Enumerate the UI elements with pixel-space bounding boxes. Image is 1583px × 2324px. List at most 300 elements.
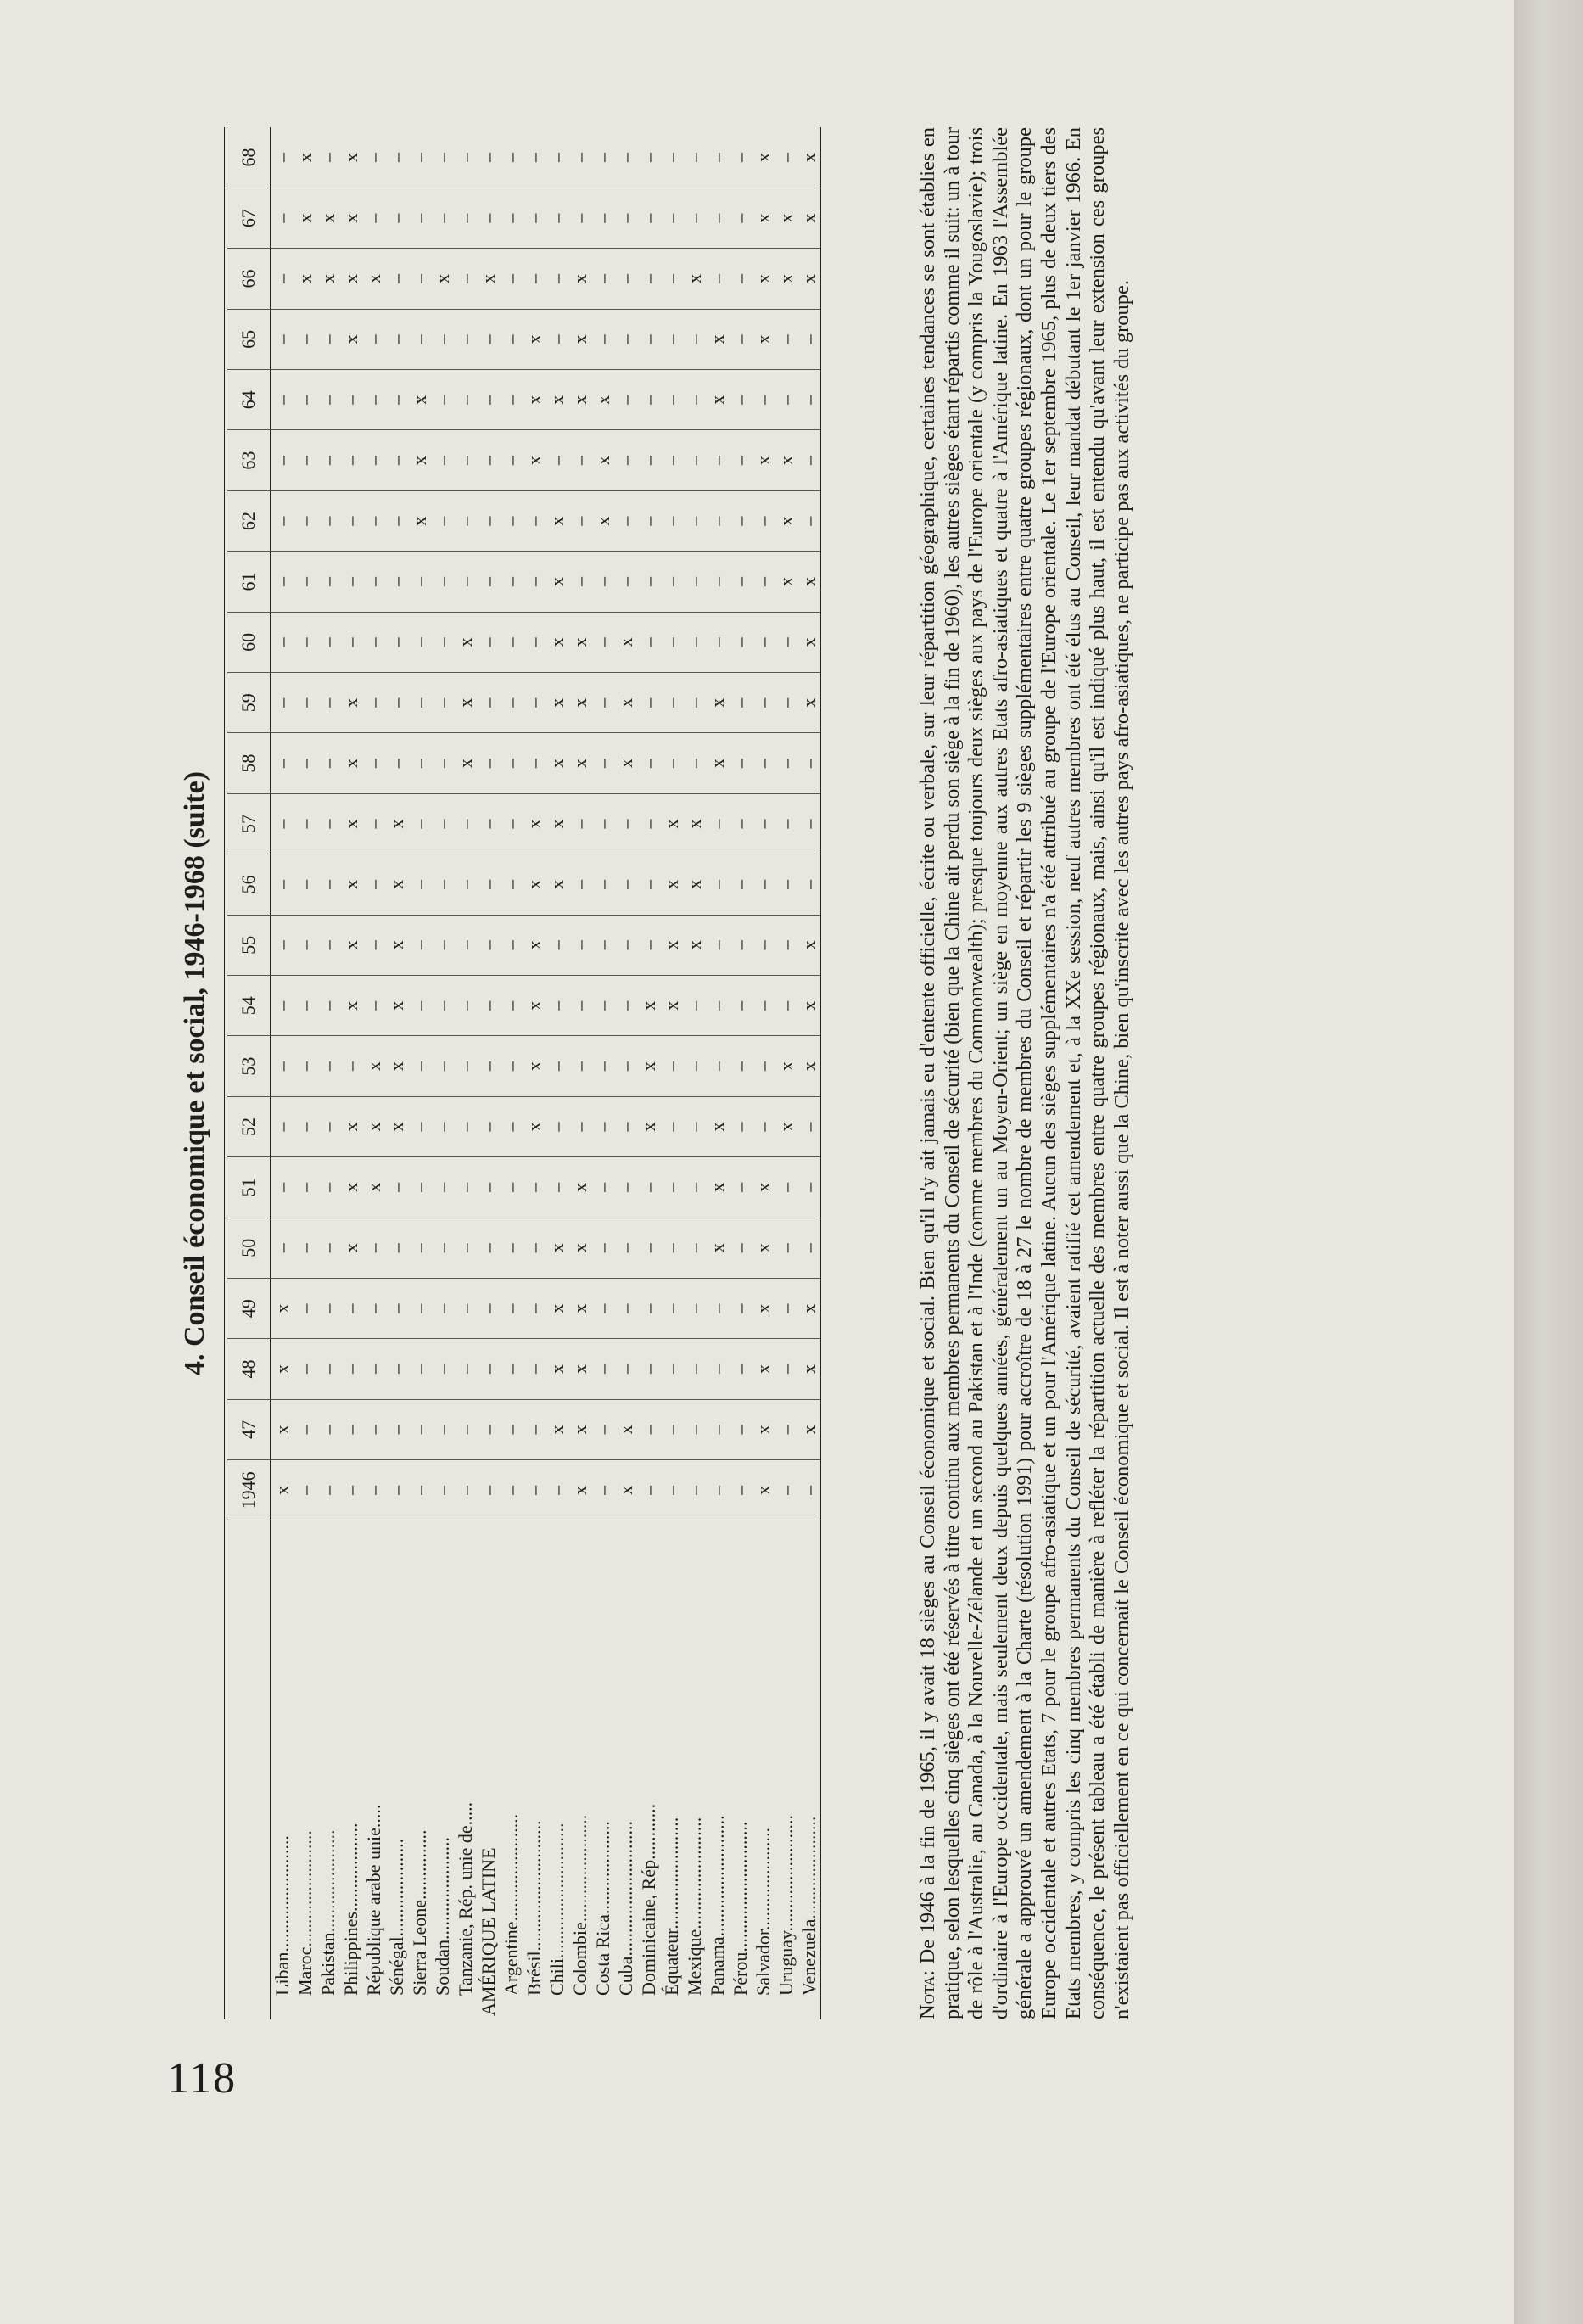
table-row (545, 127, 568, 2019)
membership-mark: x (660, 915, 683, 975)
membership-mark: – (797, 370, 821, 430)
membership-mark: – (477, 915, 500, 975)
membership-mark: – (660, 309, 683, 369)
membership-mark: – (591, 1278, 614, 1338)
membership-mark: – (294, 1036, 316, 1096)
membership-mark: – (316, 1036, 339, 1096)
membership-mark: – (431, 854, 454, 915)
membership-mark: x (523, 1036, 545, 1096)
membership-mark: – (500, 552, 523, 612)
membership-mark: – (271, 915, 294, 975)
page-number: 118 (167, 2054, 238, 2103)
membership-mark: – (431, 673, 454, 733)
membership-mark: – (500, 854, 523, 915)
membership-mark: – (271, 733, 294, 793)
membership-mark: x (752, 1218, 775, 1278)
membership-mark: x (568, 1460, 591, 1520)
dot-leader: .......................... (707, 1815, 728, 1937)
membership-mark: – (683, 733, 706, 793)
membership-mark: – (797, 1157, 821, 1218)
membership-mark: – (408, 612, 431, 672)
membership-mark: – (431, 793, 454, 854)
membership-mark: – (775, 915, 797, 975)
membership-mark: x (706, 1096, 729, 1156)
country-name-text: Liban (271, 1952, 293, 1996)
membership-mark: – (545, 188, 568, 248)
membership-mark: x (706, 1218, 729, 1278)
membership-mark: – (362, 1339, 385, 1399)
membership-mark: – (591, 309, 614, 369)
year-header: 1946 (226, 1460, 271, 1520)
year-header: 50 (226, 1218, 271, 1278)
membership-mark: – (362, 975, 385, 1035)
dot-leader: ......................... (775, 1814, 797, 1932)
membership-mark: – (545, 249, 568, 309)
membership-mark: – (637, 1399, 660, 1459)
country-name-text: Costa Rica (592, 1914, 613, 1996)
membership-mark: – (385, 370, 408, 430)
table-row (454, 127, 477, 2019)
membership-mark: – (294, 552, 316, 612)
membership-mark: – (568, 188, 591, 248)
membership-mark: – (362, 1218, 385, 1278)
table-row (362, 127, 385, 2019)
membership-mark: – (775, 370, 797, 430)
membership-mark: – (637, 127, 660, 188)
membership-mark: – (729, 793, 752, 854)
membership-mark: x (568, 1218, 591, 1278)
country-name (706, 1520, 729, 2019)
membership-mark: x (775, 552, 797, 612)
membership-mark: – (294, 854, 316, 915)
table-row (500, 127, 523, 2019)
membership-mark: – (316, 854, 339, 915)
membership-mark: – (729, 673, 752, 733)
membership-mark: – (408, 552, 431, 612)
membership-mark: – (500, 490, 523, 551)
membership-mark: – (385, 249, 408, 309)
dot-leader: ....................... (569, 1814, 590, 1923)
membership-mark: – (683, 188, 706, 248)
membership-mark: – (316, 309, 339, 369)
membership-mark: x (339, 975, 362, 1035)
membership-mark: – (294, 1218, 316, 1278)
membership-mark: – (683, 612, 706, 672)
membership-mark: x (454, 733, 477, 793)
membership-mark: x (706, 1157, 729, 1218)
membership-mark: – (568, 552, 591, 612)
membership-mark: x (775, 490, 797, 551)
membership-mark: x (683, 249, 706, 309)
membership-mark: – (316, 552, 339, 612)
membership-mark: – (339, 370, 362, 430)
membership-mark: – (591, 127, 614, 188)
region-group-label (477, 1520, 500, 2019)
year-header: 63 (226, 430, 271, 490)
membership-mark: – (637, 854, 660, 915)
membership-mark: – (706, 1278, 729, 1338)
membership-mark: – (706, 1036, 729, 1096)
membership-mark: – (523, 552, 545, 612)
membership-mark: x (568, 733, 591, 793)
membership-mark: – (431, 1399, 454, 1459)
membership-mark: – (385, 733, 408, 793)
membership-mark: – (706, 490, 729, 551)
membership-mark: x (775, 1036, 797, 1096)
membership-mark: – (591, 1036, 614, 1096)
membership-mark: – (385, 309, 408, 369)
membership-mark: – (614, 793, 637, 854)
membership-mark: x (271, 1399, 294, 1459)
membership-mark: x (614, 673, 637, 733)
year-header: 52 (226, 1096, 271, 1156)
country-name-text: Panama (707, 1936, 728, 1996)
membership-mark: x (614, 733, 637, 793)
membership-mark: x (568, 1399, 591, 1459)
membership-mark: – (729, 188, 752, 248)
membership-mark: – (752, 1036, 775, 1096)
membership-mark: – (614, 915, 637, 975)
membership-mark: – (523, 1278, 545, 1338)
page-edge (1514, 0, 1583, 2324)
membership-mark: – (500, 733, 523, 793)
footnote-text: : De 1946 à la fin de 1965, il y avait 18 sièges au Conseil économique et social. Bien qu'il n'y ait jamais eu d'entente officielle, écrite ou verbale, sur leur répartition géographique, certaines tendances se sont établies en pratique, selon lesquelles cinq sièges ont été réservés à titre continu aux membres permanents du Conseil de sécurité (bien que la Chine ait perdu son siège à la fin de 1960), les autres sièges étant répartis comme il suit: un à tour de rôle à l'Australie, au Canada, à la Nouvelle-Zélande et un second au Pakistan et à l'Inde (comme membres du Commonwealth); presque toujours deux sièges aux pays de l'Europe orientale (y compris la Yougoslavie); trois d'ordinaire à l'Europe occidentale, mais seulement deux depuis quelques années, généralement un au Moyen-Orient; un siège en moyenne aux autres Etats afro-asiatiques et quatre à l'Amérique latine. En 1963 l'Assemblée générale a approuvé un amendement à la Charte (résolution 1991) pour accroître de 18 à 27 le nombre de membres du Conseil et répartir les 9 sièges supplémentaires entre quatre groupes régionaux, dont un pour le groupe Europe occidentale et autres Etats, 7 pour le groupe afro-asiatique et un pour l'Amérique latine. Aucun des sièges supplémentaires n'a été attribué au groupe de l'Europe orientale. Le 1er septembre 1965, plus de deux tiers des Etats membres, y compris les cinq membres permanents du Conseil de sécurité, avaient ratifié cet amendement et, à la XXe session, neuf autres membres ont été élus au Conseil, leur mandat débutant le 1er janvier 1966. En conséquence, le présent tableau a été établi de manière à refléter la répartition actuelle des membres entre quatre groupes régionaux, mais, ainsi qu'il est indiqué plus haut, il est entendu qu'avant leur extension ces groupes n'existaient pas officiellement en ce qui concernait le Conseil économique et social. Il est à noter aussi que la Chine, bien qu'inscrite avec les autres pays afro-asiatiques, ne participe pas aux activités du groupe. (916, 127, 1133, 2019)
country-name-text: Colombie (569, 1922, 590, 1996)
membership-mark: x (568, 1278, 591, 1338)
membership-mark: x (775, 430, 797, 490)
membership-mark: – (706, 552, 729, 612)
membership-mark: x (706, 370, 729, 430)
membership-mark: x (316, 249, 339, 309)
country-name-text: Mexique (684, 1929, 705, 1996)
membership-mark: – (706, 854, 729, 915)
membership-mark: – (477, 1157, 500, 1218)
membership-mark: – (545, 1036, 568, 1096)
table-row (797, 127, 821, 2019)
membership-mark: – (500, 975, 523, 1035)
membership-mark: x (683, 915, 706, 975)
country-name (637, 1520, 660, 2019)
membership-mark: – (408, 1157, 431, 1218)
membership-mark: – (729, 249, 752, 309)
membership-mark: – (637, 490, 660, 551)
country-name (454, 1520, 477, 2019)
membership-mark: – (454, 127, 477, 188)
table-row (775, 127, 797, 2019)
year-header: 68 (226, 127, 271, 188)
membership-mark: – (591, 1399, 614, 1459)
membership-mark: – (294, 1339, 316, 1399)
membership-mark: x (523, 915, 545, 975)
membership-mark: x (797, 1278, 821, 1338)
membership-mark: – (362, 552, 385, 612)
membership-mark: x (752, 1460, 775, 1520)
membership-mark: – (454, 1278, 477, 1338)
membership-mark: – (797, 1460, 821, 1520)
membership-mark: – (477, 1096, 500, 1156)
membership-mark: x (385, 1096, 408, 1156)
country-name (408, 1520, 431, 2019)
membership-mark: – (454, 1036, 477, 1096)
membership-mark: x (545, 1339, 568, 1399)
membership-mark: – (660, 1460, 683, 1520)
membership-mark: – (614, 1339, 637, 1399)
membership-mark: x (408, 430, 431, 490)
membership-mark: – (477, 490, 500, 551)
membership-mark: – (271, 309, 294, 369)
membership-mark: – (477, 309, 500, 369)
membership-mark: – (775, 1278, 797, 1338)
membership-mark: – (775, 1460, 797, 1520)
membership-mark: – (637, 1278, 660, 1338)
membership-mark: – (568, 915, 591, 975)
membership-mark: – (454, 309, 477, 369)
page-title: 4. Conseil économique et social, 1946-1968 (suite) (179, 770, 210, 1376)
country-name-text: Maroc (294, 1946, 316, 1996)
membership-mark: x (797, 249, 821, 309)
membership-mark: – (752, 793, 775, 854)
membership-mark: – (316, 733, 339, 793)
membership-mark: – (271, 612, 294, 672)
membership-mark: – (431, 188, 454, 248)
membership-mark: x (385, 854, 408, 915)
membership-mark: x (545, 552, 568, 612)
membership-mark: x (339, 854, 362, 915)
membership-mark: – (408, 793, 431, 854)
country-name (752, 1520, 775, 2019)
membership-mark: – (568, 1096, 591, 1156)
membership-mark: – (637, 309, 660, 369)
membership-mark: x (339, 309, 362, 369)
country-name-text: Pakistan (317, 1932, 338, 1996)
membership-mark: x (637, 1036, 660, 1096)
membership-mark: – (271, 249, 294, 309)
dot-leader: ............................ (730, 1821, 751, 1952)
membership-mark: – (591, 854, 614, 915)
membership-mark: x (339, 1157, 362, 1218)
membership-mark: – (339, 612, 362, 672)
membership-mark: – (591, 1460, 614, 1520)
membership-mark: x (775, 1096, 797, 1156)
membership-mark: x (797, 612, 821, 672)
membership-mark: – (477, 552, 500, 612)
membership-mark: x (385, 975, 408, 1035)
membership-mark: – (660, 1339, 683, 1399)
country-name-text: Brésil (523, 1951, 545, 1996)
membership-mark: – (362, 673, 385, 733)
membership-mark: – (706, 188, 729, 248)
year-header: 49 (226, 1278, 271, 1338)
membership-mark: – (683, 975, 706, 1035)
membership-mark: – (477, 370, 500, 430)
membership-mark: – (477, 1399, 500, 1459)
membership-mark: – (706, 430, 729, 490)
dot-leader: ........................ (684, 1817, 705, 1929)
membership-mark: x (706, 309, 729, 369)
membership-mark: – (614, 370, 637, 430)
table-row (316, 127, 339, 2019)
membership-mark: – (683, 1157, 706, 1218)
membership-mark: x (614, 612, 637, 672)
membership-mark: x (454, 612, 477, 672)
membership-mark: – (408, 1399, 431, 1459)
table-header-row (226, 127, 271, 2019)
membership-mark: – (408, 1278, 431, 1338)
membership-mark: x (523, 975, 545, 1035)
country-name-text: Sierra Leone (409, 1900, 430, 1996)
membership-mark: – (614, 249, 637, 309)
membership-mark: – (431, 1278, 454, 1338)
membership-mark: – (500, 673, 523, 733)
country-name-text: Salvador (752, 1930, 774, 1996)
membership-mark: – (500, 793, 523, 854)
membership-mark: – (683, 430, 706, 490)
membership-mark: – (477, 1460, 500, 1520)
membership-mark: – (477, 733, 500, 793)
membership-mark: – (454, 854, 477, 915)
membership-mark: – (408, 673, 431, 733)
country-name (568, 1520, 591, 2019)
membership-mark: x (294, 249, 316, 309)
membership-mark: – (637, 733, 660, 793)
membership-table-wrapper (224, 127, 821, 2019)
membership-mark: – (500, 1218, 523, 1278)
year-header: 55 (226, 915, 271, 975)
membership-mark: x (339, 127, 362, 188)
dot-leader: ............... (409, 1829, 430, 1900)
membership-mark: – (294, 1399, 316, 1459)
year-header: 56 (226, 854, 271, 915)
membership-mark: x (797, 975, 821, 1035)
country-name-text: Équateur (661, 1929, 682, 1996)
membership-mark: – (454, 793, 477, 854)
membership-mark: – (683, 552, 706, 612)
membership-mark: – (500, 1096, 523, 1156)
membership-mark: – (431, 1096, 454, 1156)
country-name (362, 1520, 385, 2019)
membership-mark: x (408, 490, 431, 551)
membership-mark: – (408, 915, 431, 975)
membership-mark: – (775, 309, 797, 369)
membership-mark: – (614, 1036, 637, 1096)
membership-mark: x (294, 127, 316, 188)
membership-mark: – (362, 915, 385, 975)
dot-leader: ..... (363, 1804, 384, 1828)
membership-mark: – (362, 1399, 385, 1459)
table-row (706, 127, 729, 2019)
table-row (614, 127, 637, 2019)
country-name-text: Soudan (432, 1940, 453, 1996)
membership-mark: x (408, 370, 431, 430)
membership-mark: – (385, 1460, 408, 1520)
membership-mark: – (408, 1036, 431, 1096)
membership-mark: x (545, 490, 568, 551)
year-header: 64 (226, 370, 271, 430)
membership-mark: – (545, 1157, 568, 1218)
membership-mark: x (523, 430, 545, 490)
dot-leader: .................... (592, 1821, 613, 1915)
membership-mark: x (775, 188, 797, 248)
membership-mark: – (797, 733, 821, 793)
membership-mark: x (568, 249, 591, 309)
membership-mark: – (500, 1339, 523, 1399)
membership-mark: x (797, 552, 821, 612)
country-name (316, 1520, 339, 2019)
membership-mark: x (797, 1036, 821, 1096)
membership-mark: – (271, 854, 294, 915)
dot-leader: ...................... (752, 1828, 774, 1930)
membership-mark: – (729, 370, 752, 430)
membership-mark: – (591, 612, 614, 672)
membership-mark: – (683, 1218, 706, 1278)
membership-mark: – (454, 430, 477, 490)
membership-mark: – (775, 673, 797, 733)
membership-mark: x (591, 490, 614, 551)
membership-mark: x (797, 127, 821, 188)
membership-mark: – (454, 1339, 477, 1399)
membership-mark: – (454, 1399, 477, 1459)
membership-mark: – (683, 1339, 706, 1399)
membership-mark: – (637, 1157, 660, 1218)
membership-mark: – (775, 1399, 797, 1459)
membership-mark: – (729, 733, 752, 793)
membership-mark: – (385, 612, 408, 672)
membership-mark: – (591, 1157, 614, 1218)
year-header: 61 (226, 552, 271, 612)
membership-mark: – (660, 430, 683, 490)
membership-mark: x (385, 793, 408, 854)
membership-mark: – (500, 127, 523, 188)
membership-mark: – (797, 793, 821, 854)
table-row (637, 127, 660, 2019)
membership-mark: – (591, 673, 614, 733)
membership-mark: – (568, 1036, 591, 1096)
membership-mark: – (591, 188, 614, 248)
membership-mark: – (706, 1460, 729, 1520)
membership-mark: – (660, 127, 683, 188)
membership-mark: – (797, 1096, 821, 1156)
membership-mark: – (477, 430, 500, 490)
membership-mark: – (797, 854, 821, 915)
membership-mark: – (729, 1339, 752, 1399)
table-row (294, 127, 316, 2019)
membership-mark: – (316, 975, 339, 1035)
membership-mark: x (339, 915, 362, 975)
membership-mark: x (752, 430, 775, 490)
country-name-text: Dominicaine, Rép. (638, 1855, 659, 1996)
membership-mark: – (339, 490, 362, 551)
membership-mark: – (637, 552, 660, 612)
membership-mark: – (477, 612, 500, 672)
footnote-label: Nota (916, 1975, 939, 2019)
membership-mark: – (431, 430, 454, 490)
membership-mark: – (660, 1278, 683, 1338)
membership-mark: – (294, 793, 316, 854)
membership-mark: – (431, 1339, 454, 1399)
membership-mark: – (385, 1157, 408, 1218)
membership-mark: – (568, 490, 591, 551)
membership-mark: – (729, 975, 752, 1035)
membership-mark: – (477, 793, 500, 854)
membership-mark: – (729, 127, 752, 188)
membership-mark: x (545, 1399, 568, 1459)
membership-mark: x (385, 1036, 408, 1096)
membership-mark: x (545, 673, 568, 733)
country-name (797, 1520, 821, 2019)
membership-mark: – (431, 370, 454, 430)
membership-mark: x (614, 1460, 637, 1520)
membership-mark: – (775, 854, 797, 915)
